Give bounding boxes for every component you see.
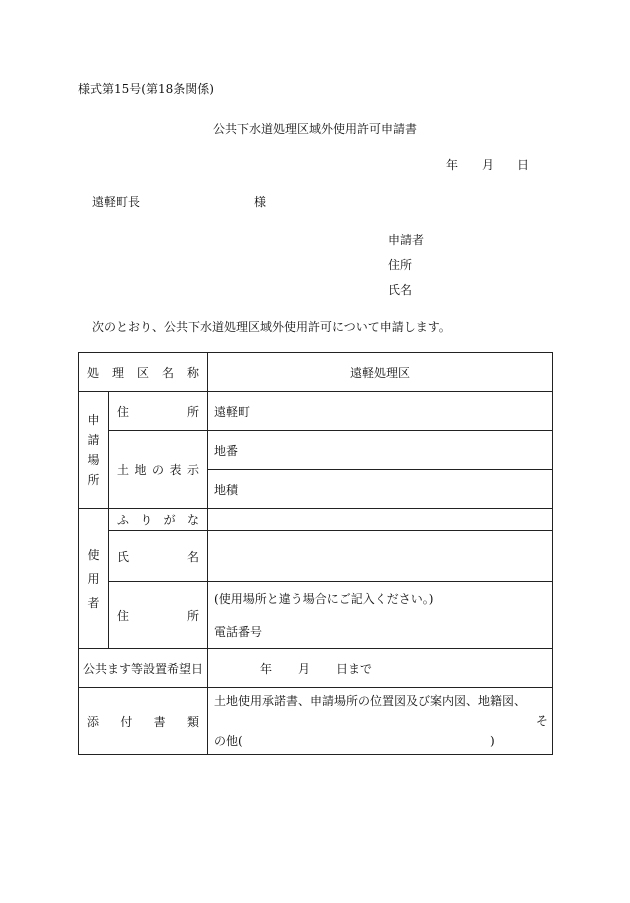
addressee-name: 遠軽町長 <box>92 195 141 209</box>
date-month: 月 <box>482 158 495 172</box>
date-year: 年 <box>446 158 459 172</box>
intro-text: 次のとおり、公共下水道処理区域外使用許可について申請します。 <box>92 320 451 334</box>
application-table <box>78 352 553 755</box>
user-name-field[interactable] <box>208 531 553 582</box>
addressee-honorific: 様 <box>254 195 267 209</box>
site-address-label: 住 所 <box>109 392 208 431</box>
form-number: 様式第15号(第18条関係) <box>78 82 214 96</box>
applicant-address-label: 住所 <box>388 258 413 272</box>
attachments-other-close: ) <box>490 734 495 748</box>
user-address-field[interactable] <box>208 582 553 649</box>
attachments-other-open: の他( <box>214 734 243 748</box>
site-address-value[interactable]: 遠軽町 <box>208 392 553 431</box>
installation-label: 公共ます等設置希望日 <box>79 649 208 688</box>
applicant-label: 申請者 <box>388 233 425 247</box>
area-field[interactable]: 地積 <box>208 470 553 509</box>
attachments-line1: 土地使用承諾書、申請場所の位置図及び案内図、地籍図、 <box>214 694 527 708</box>
furigana-label: ふ り が な <box>109 509 208 531</box>
attachments-label: 添 付 書 類 <box>79 688 208 755</box>
applicant-name-label: 氏名 <box>388 283 413 297</box>
installation-date-field[interactable] <box>208 649 553 688</box>
user-address-label: 住 所 <box>109 582 208 649</box>
attachments-so: そ <box>536 714 549 728</box>
document-title: 公共下水道処理区域外使用許可申請書 <box>212 122 417 136</box>
district-value: 遠軽処理区 <box>208 353 553 392</box>
date-day: 日 <box>517 158 530 172</box>
attachments-field[interactable] <box>208 688 553 755</box>
site-group-label: 申 請 場 所 <box>79 392 109 509</box>
installation-month: 月 <box>298 661 311 676</box>
user-address-note: (使用場所と違う場合にご記入ください。) <box>214 592 434 606</box>
installation-day: 日まで <box>336 661 373 676</box>
district-label-cell: 処 理 区 名 称 <box>79 353 208 392</box>
installation-year: 年 <box>260 661 273 676</box>
phone-label: 電話番号 <box>214 625 263 639</box>
furigana-field[interactable] <box>208 509 553 531</box>
land-label: 土 地 の 表 示 <box>109 431 208 509</box>
user-group-label: 使 用 者 <box>79 509 109 649</box>
user-name-label: 氏 名 <box>109 531 208 582</box>
lot-number-field[interactable]: 地番 <box>208 431 553 470</box>
